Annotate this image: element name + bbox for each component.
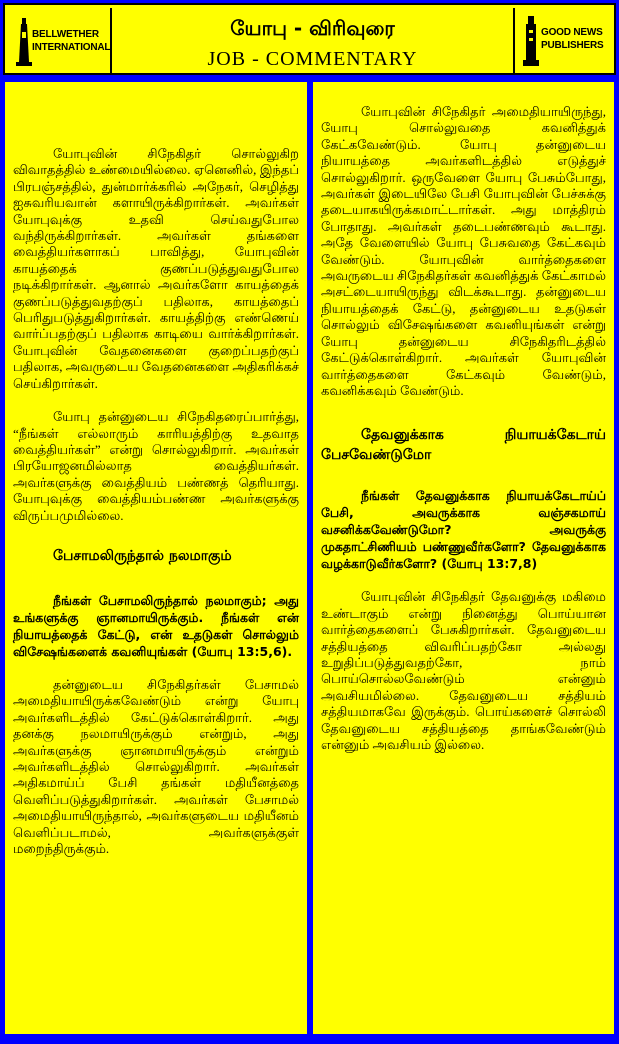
- bellwether-logo: [8, 8, 112, 74]
- good-news-logo: [513, 8, 611, 74]
- paragraph: யோபுவின் சிநேகிதர் தேவனுக்கு மகிமை உண்டாகும் என்று நினைத்து பொய்யான வார்த்தைகளைப் பேசுகிறார்கள். தேவனுடைய சத்தியத்தை விவரிப்பதற்கோ அல்லது உறுதிப்படுத்துவதற்கோ, நாம் பொய்சொல்லவேண்டும் என்னும் அவசியமில்லை. தேவனுடைய சத்தியம் சத்தியமாகவே இருக்கும். பொய்களைச் சொல்லி தேவனுடைய சத்தியத்தை தாங்கவேண்டும் என்னும் அவசியம் இல்லை.: [321, 589, 606, 752]
- brand-name-line1: BELLWETHER: [32, 29, 99, 40]
- publisher-name-line1: GOOD NEWS: [541, 27, 603, 38]
- left-column: [5, 82, 307, 1034]
- section-heading: பேசாமலிருந்தால் நலமாகும்: [53, 547, 232, 564]
- right-column: [313, 82, 614, 1034]
- scripture-verse: நீங்கள் பேசாமலிருந்தால் நலமாகும்; அது உங்களுக்கு ஞானமாயிருக்கும். நீங்கள் என் நியாயத்தைக் கேட்டு, என் உதடுகள் சொல்லும் விசேஷங்களைக் கவனியுங்கள் (யோபு 13:5,6).: [13, 592, 299, 659]
- paragraph: யோபு தன்னுடைய சிநேகிதரைப்பார்த்து, “நீங்கள் எல்லாரும் காரியத்திற்கு உதவாத வைத்தியர்கள்” என்று சொல்லுகிறார். அவர்கள் பிரயோஜனமில்லாத வைத்தியர்கள். அவர்களுக்கு வைத்தியம் பண்ணத் தெரியாது. யோபுவுக்கு வைத்தியம்பண்ண அவர்களுக்கு விருப்பமுமில்லை.: [13, 409, 299, 523]
- paragraph: யோபுவின் சிநேகிதர் சொல்லுகிற விவாதத்தில் உண்மையில்லை. ஏனெனில், இந்தப் பிரபஞ்சத்தில், துன்மார்க்கரில் அநேகர், செழித்து ஐசுவரியவான் களாயிருக்கிறார்கள். அவர்கள் யோபுவுக்கு உதவி செய்வதுபோல வந்திருக்கிறார்கள். அவர்கள் தங்களை வைத்தியர்களாகப் பாவித்து, யோபுவின் காயத்தைக் குணப்படுத்துவதுபோல நடிக்கிறார்கள். ஆனால் அவர்களோ காயத்தைக் குணப்படுத்துவதற்குப் பதிலாக, காயத்தைப் பெரிதுபடுத்துகிறார்கள். காயத்திற்கு எண்ணெய் வார்ப்பதற்குப் பதிலாக காடியை வார்க்கிறார்கள். யோபுவின் வேதனைகளை குறைப்பதற்குப் பதிலாக, அவருடைய வேதனைகளை அதிகரிக்கச் செய்கிறார்கள்.: [13, 146, 299, 391]
- page-title-english: JOB - COMMENTARY: [207, 48, 418, 70]
- paragraph: யோபுவின் சிநேகிதர் அமைதியாயிருந்து, யோபு சொல்லுவதை கவனித்துக் கேட்கவேண்டும். யோபு தன்னுடைய நியாயத்தை அவர்களிடத்தில் எடுத்துச் சொல்லுகிறார். ஒருவேளை யோபு பேசும்போது, அவர்கள் இடையிலே பேசி யோபுவின் பேச்சுக்கு தடையாகயிருக்கமாட்டார்கள். அது மாத்திரம் போதாது. அவர்கள் தடைபண்ணவும் கூடாது. அதே வேளையில் யோபு பேசுவதை கேட்கவும் வேண்டும். யோபுவின் வார்த்தைகளை அவருடைய சிநேகிதர்கள் கவனித்துக் கேட்காமல் அசட்டையாயிருந்து விடக்கூடாது. தன்னுடைய நியாயத்தைக் கேட்டு, தன்னுடைய உதடுகள் சொல்லும் விசேஷங்களை கவனியுங்கள் என்று யோபு தன்னுடைய சிநேகிதரிடத்தில் கேட்டுக்கொள்கிறார். அவர்கள் யோபுவின் வார்த்தைகளை கேட்கவும் வேண்டும், கவனிக்கவும் வேண்டும்.: [321, 104, 606, 398]
- building-icon: [523, 16, 539, 66]
- page-title-tamil: யோபு - விரிவுரை: [230, 16, 395, 40]
- title-block: [114, 8, 511, 74]
- scripture-verse: நீங்கள் தேவனுக்காக நியாயக்கேடாய்ப் பேசி, அவருக்காக வஞ்சகமாய் வசனிக்கவேண்டுமோ? அவருக்கு முகதாட்சிணியம் பண்ணுவீர்களோ? தேவனுக்காக வழக்காடுவீர்களோ? (யோபு 13:7,8): [321, 488, 606, 572]
- brand-name-line2: INTERNATIONAL: [32, 42, 111, 53]
- page-header: [3, 3, 616, 75]
- publisher-name-line2: PUBLISHERS: [541, 40, 604, 51]
- section-heading: தேவனுக்காக நியாயக்கேடாய் பேசவேண்டுமோ: [321, 427, 606, 464]
- tower-icon: [16, 18, 32, 66]
- paragraph: தன்னுடைய சிநேகிதர்கள் பேசாமல் அமைதியாயிருக்கவேண்டும் என்று யோபு அவர்களிடத்தில் கேட்டுக்கொள்கிறார். அது தனக்கு நலமாயிருக்கும் என்றும், அது அவர்களுக்கு ஞானமாயிருக்கும் என்றும் அவர்களிடத்தில் சொல்லுகிறார். அவர்கள் அதிகமாய்ப் பேசி தங்கள் மதியீனத்தை வெளிப்படுத்துகிறார்கள். அவர்கள் பேசாமல் அமைதியாயிருந்தால், அவர்களுடைய மதியீனம் வெளிப்படாமல், அவர்களுக்குள் மறைந்திருக்கும்.: [13, 676, 299, 856]
